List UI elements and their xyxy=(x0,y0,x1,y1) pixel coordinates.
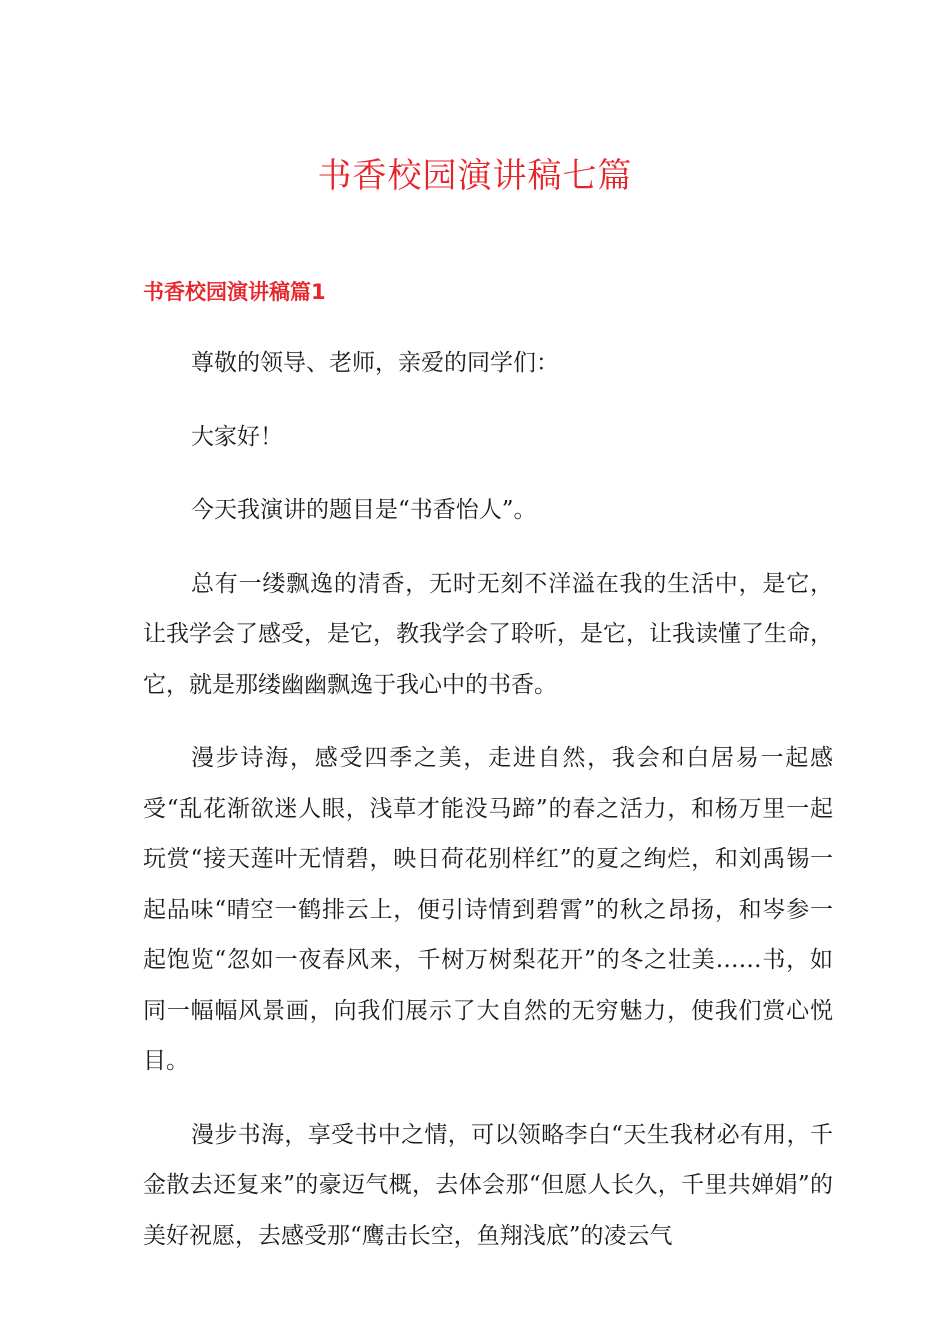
document-title: 书香校园演讲稿七篇 xyxy=(317,156,633,196)
section-heading: 书香校园演讲稿篇1 xyxy=(143,280,326,304)
paragraph-greeting: 大家好！ xyxy=(191,423,283,450)
paragraph-book-sea: 漫步书海，享受书中之情，可以领略李白“天生我材必有用，千金散去还复来”的豪迈气概，去体会那“但愿人长久，千里共婵娟”的美好祝愿，去感受那“鹰击长空，鱼翔浅底”的凌云气 xyxy=(143,1121,833,1249)
paragraph-book-fragrance: 总有一缕飘逸的清香，无时无刻不洋溢在我的生活中，是它，让我学会了感受，是它，教我学会了聆听，是它，让我读懂了生命，它，就是那缕幽幽飘逸于我心中的书香。 xyxy=(143,570,833,698)
document-body xyxy=(143,338,833,1284)
paragraph-salutation: 尊敬的领导、老师，亲爱的同学们： xyxy=(191,350,559,376)
paragraph-poetry-sea: 漫步诗海，感受四季之美，走进自然，我会和白居易一起感受“乱花渐欲迷人眼，浅草才能没马蹄”的春之活力，和杨万里一起玩赏“接天莲叶无情碧，映日荷花别样红”的夏之绚烂，和刘禹锡一起品味“晴空一鹤排云上，便引诗情到碧霄”的秋之昂扬，和岑参一起饱览“忽如一夜春风来，千树万树梨花开”的冬之壮美……书，如同一幅幅风景画，向我们展示了大自然的无穷魅力，使我们赏心悦目。 xyxy=(143,745,833,1074)
paragraph-topic: 今天我演讲的题目是“书香怡人”。 xyxy=(191,497,537,523)
